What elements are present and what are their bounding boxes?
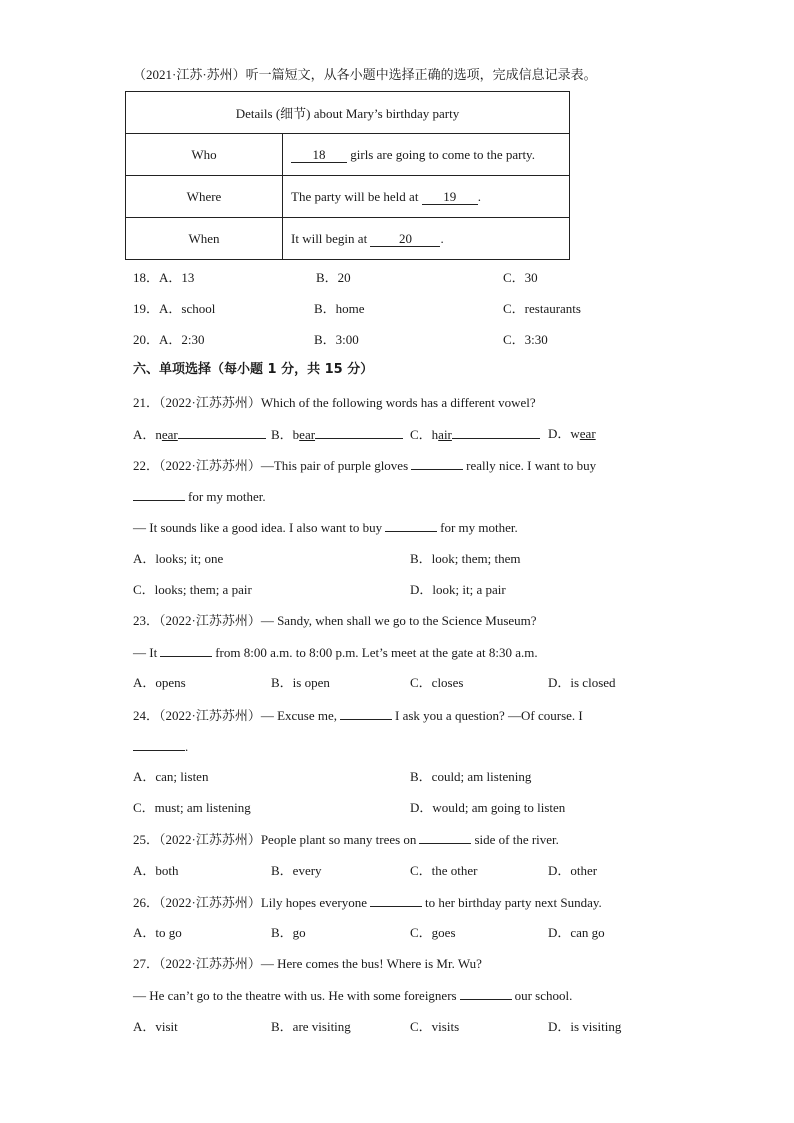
question-23-option-d[interactable]: D．is closed — [548, 675, 616, 690]
question-25-option-d[interactable]: D．other — [548, 863, 598, 878]
question-19-option-a[interactable]: 19．A．school — [133, 301, 216, 316]
row-label-who: Who — [126, 134, 283, 176]
question-21-option-b[interactable]: B．bear — [271, 426, 405, 443]
question-18-option-b[interactable]: B．20 — [316, 270, 351, 285]
question-23-dialogue: — It from 8:00 a.m. to 8:00 p.m. Let’s meet at the gate at 8:30 a.m. — [133, 645, 538, 660]
question-23-option-c[interactable]: C．closes — [410, 675, 464, 690]
question-20-option-c[interactable]: C．3:30 — [503, 332, 548, 347]
row-label-when: When — [126, 218, 283, 260]
question-22-option-d[interactable]: D．look; it; a pair — [410, 582, 506, 597]
question-22-stem: 22．（2022·江苏苏州）—This pair of purple gloves really nice. I want to buy — [133, 458, 597, 473]
answer-blank-20[interactable]: 20 — [370, 232, 440, 247]
answer-blank[interactable] — [160, 644, 212, 657]
question-22-option-c[interactable]: C．looks; them; a pair — [133, 582, 252, 597]
row-label-where: Where — [126, 176, 283, 218]
question-24-option-c[interactable]: C．must; am listening — [133, 800, 251, 815]
question-27-option-b[interactable]: B．are visiting — [271, 1019, 351, 1034]
question-21-stem: 21．（2022·江苏苏州）Which of the following words has a different vowel? — [133, 395, 536, 410]
row-content-where: The party will be held at 19 . — [283, 176, 570, 218]
answer-blank-19[interactable]: 19 — [422, 190, 478, 205]
question-25-option-a[interactable]: A．both — [133, 863, 179, 878]
table-row — [126, 176, 570, 218]
question-26-option-d[interactable]: D．can go — [548, 925, 605, 940]
question-21-option-c[interactable]: C．hair — [410, 426, 542, 443]
question-24-option-b[interactable]: B．could; am listening — [410, 769, 532, 784]
question-23-option-a[interactable]: A．opens — [133, 675, 186, 690]
answer-blank[interactable] — [133, 488, 185, 501]
question-26-option-b[interactable]: B．go — [271, 925, 306, 940]
question-26-option-a[interactable]: A．to go — [133, 925, 182, 940]
question-24-option-d[interactable]: D．would; am going to listen — [410, 800, 566, 815]
section-title: 六、单项选择（每小题 1 分，共 15 分） — [133, 362, 374, 377]
answer-blank[interactable] — [385, 519, 437, 532]
question-18-option-a[interactable]: 18．A．13 — [133, 270, 195, 285]
question-21-option-d[interactable]: D．wear — [548, 426, 596, 441]
table-row — [126, 134, 570, 176]
answer-blank[interactable] — [411, 457, 463, 470]
question-26-option-c[interactable]: C．goes — [410, 925, 456, 940]
question-19-option-b[interactable]: B．home — [314, 301, 365, 316]
question-27-option-a[interactable]: A．visit — [133, 1019, 178, 1034]
listening-instructions: （2021·江苏·苏州）听一篇短文，从各小题中选择正确的选项，完成信息记录表。 — [133, 67, 597, 82]
answer-blank[interactable] — [370, 894, 422, 907]
row-content-who: 18 girls are going to come to the party. — [283, 134, 570, 176]
info-record-table — [125, 91, 570, 260]
question-23-option-b[interactable]: B．is open — [271, 675, 330, 690]
table-row — [126, 218, 570, 260]
answer-blank-18[interactable]: 18 — [291, 148, 347, 163]
question-19-option-c[interactable]: C．restaurants — [503, 301, 581, 316]
question-25-option-c[interactable]: C．the other — [410, 863, 478, 878]
question-27-option-c[interactable]: C．visits — [410, 1019, 460, 1034]
question-24-stem-cont: . — [133, 738, 188, 755]
question-21-option-a[interactable]: A．near — [133, 426, 268, 443]
question-20-option-a[interactable]: 20．A．2:30 — [133, 332, 205, 347]
answer-blank[interactable] — [340, 707, 392, 720]
row-content-when: It will begin at 20 . — [283, 218, 570, 260]
question-20-option-b[interactable]: B．3:00 — [314, 332, 359, 347]
question-23-stem: 23．（2022·江苏苏州）— Sandy, when shall we go to the Science Museum? — [133, 613, 537, 628]
question-18-option-c[interactable]: C．30 — [503, 270, 538, 285]
question-25-option-b[interactable]: B．every — [271, 863, 322, 878]
question-24-stem: 24．（2022·江苏苏州）— Excuse me, I ask you a question? —Of course. I — [133, 708, 583, 723]
question-22-stem-cont: for my mother. — [133, 488, 266, 505]
question-22-option-b[interactable]: B．look; them; them — [410, 551, 521, 566]
question-22-dialogue: — It sounds like a good idea. I also want to buy for my mother. — [133, 520, 518, 535]
question-24-option-a[interactable]: A．can; listen — [133, 769, 209, 784]
question-27-option-d[interactable]: D．is visiting — [548, 1019, 622, 1034]
answer-blank[interactable] — [133, 738, 185, 751]
question-25-stem: 25．（2022·江苏苏州）People plant so many trees on side of the river. — [133, 832, 559, 847]
question-27-stem: 27．（2022·江苏苏州）— Here comes the bus! Where is Mr. Wu? — [133, 956, 482, 971]
question-26-stem: 26．（2022·江苏苏州）Lily hopes everyone to her birthday party next Sunday. — [133, 895, 602, 910]
answer-blank[interactable] — [460, 987, 512, 1000]
table-header: Details (细节) about Mary’s birthday party — [126, 92, 570, 134]
question-27-dialogue: — He can’t go to the theatre with us. He with some foreigners our school. — [133, 988, 573, 1003]
answer-blank[interactable] — [419, 831, 471, 844]
question-22-option-a[interactable]: A．looks; it; one — [133, 551, 224, 566]
